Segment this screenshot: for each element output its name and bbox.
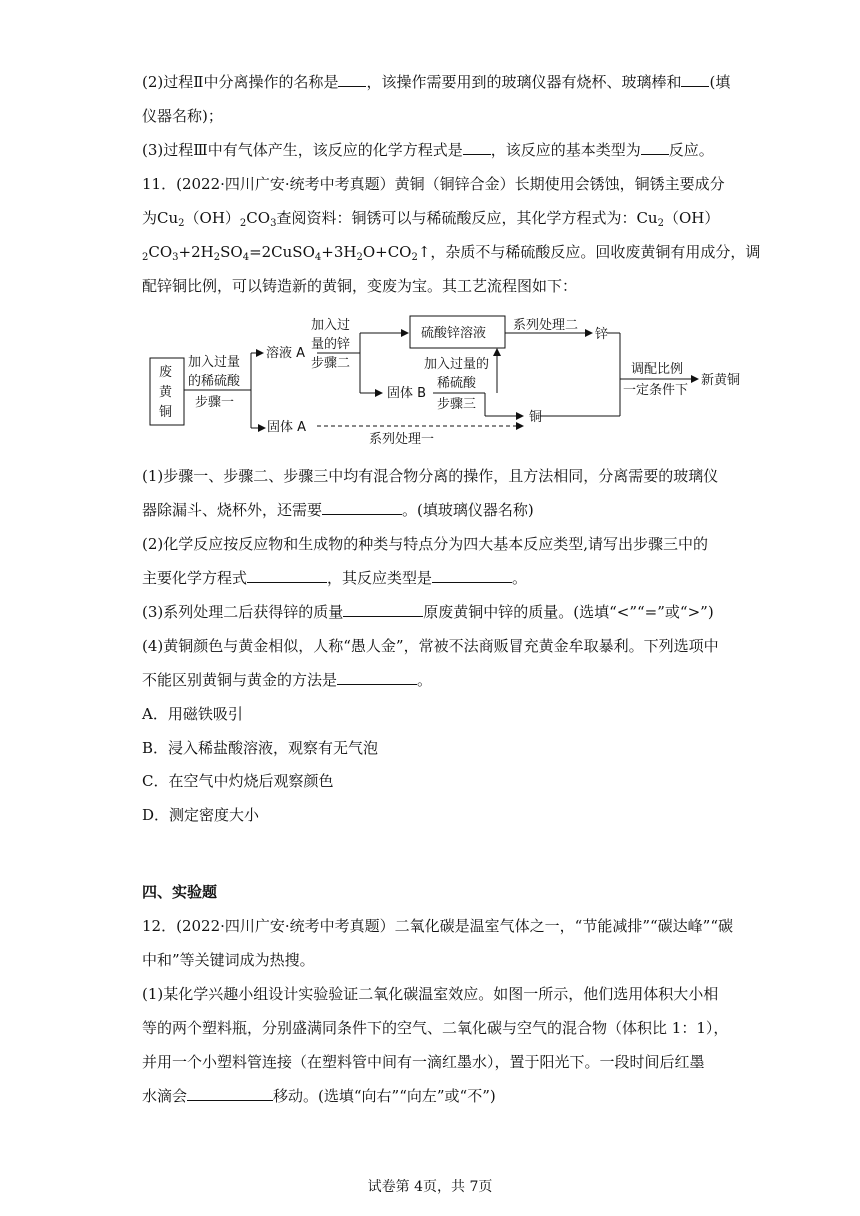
q12-p1-a: (1)某化学兴趣小组设计实验验证二氧化碳温室效应。如图一所示，他们选用体积大小相 xyxy=(142,985,719,1003)
q10-text: (2)过程Ⅱ中分离操作的名称是 xyxy=(142,73,339,91)
q12-text: 移动。(选填“向右”“向左”或“不”) xyxy=(273,1087,496,1105)
process-flow-diagram xyxy=(145,308,750,448)
q12-intro-2: 中和”等关键词成为热搜。 xyxy=(142,951,315,969)
q11-intro-3 xyxy=(142,242,760,262)
answer-blank[interactable] xyxy=(187,1086,273,1101)
q11-text: （OH） xyxy=(663,209,720,227)
q11-p4-a: (4)黄铜颜色与黄金相似，人称“愚人金”，常被不法商贩冒充黄金牟取暴利。下列选项中 xyxy=(142,637,719,655)
q11-p2-b xyxy=(142,568,527,588)
q11-text: =2CuSO xyxy=(249,243,315,261)
zinc-label: 锌 xyxy=(595,327,609,342)
add-h2so4-label-1: 加入过量的 xyxy=(424,357,490,372)
subscript: 3 xyxy=(172,252,179,263)
section-heading: 四、实验题 xyxy=(142,883,218,901)
add-acid-label-2: 的稀硫酸 xyxy=(188,374,241,389)
q11-p3 xyxy=(142,602,714,622)
step3-label: 步骤三 xyxy=(437,397,477,412)
subscript: 2 xyxy=(356,252,363,263)
q12-p1-b: 等的两个塑料瓶，分别盛满同条件下的空气、二氧化碳与空气的混合物（体积比 1：1）， xyxy=(142,1019,729,1037)
add-h2so4-label-2: 稀硫酸 xyxy=(437,376,477,391)
q10-line-2a xyxy=(142,72,730,92)
subscript: 3 xyxy=(270,218,277,229)
q11-p1-a: (1)步骤一、步骤二、步骤三中均有混合物分离的操作，且方法相同，分离需要的玻璃仪 xyxy=(142,467,719,485)
answer-blank[interactable] xyxy=(681,72,709,87)
q11-text: +2H xyxy=(178,243,214,261)
q11-text: 器除漏斗、烧杯外，还需要 xyxy=(142,501,323,519)
q11-text: 为Cu xyxy=(142,209,179,227)
q11-text: 主要化学方程式 xyxy=(142,569,248,587)
q12-text: 水滴会 xyxy=(142,1087,188,1105)
answer-blank[interactable] xyxy=(338,72,366,87)
q11-text: 查阅资料：铜锈可以与稀硫酸反应，其化学方程式为：Cu xyxy=(276,209,658,227)
new-brass-label: 新黄铜 xyxy=(701,373,741,388)
answer-blank[interactable] xyxy=(463,140,491,155)
q11-intro-1: 11．(2022·四川广安·统考中考真题）黄铜（铜锌合金）长期使用会锈蚀，铜锈主要成分 xyxy=(142,175,725,193)
q10-text: ，该操作需要用到的玻璃仪器有烧杯、玻璃棒和 xyxy=(366,73,682,91)
q10-line-3 xyxy=(142,140,714,160)
waste-label-3: 铜 xyxy=(159,405,173,420)
subscript: 4 xyxy=(314,252,322,263)
q11-text: （OH） xyxy=(184,209,240,227)
q11-text: 。 xyxy=(512,569,528,587)
q11-text: 。 xyxy=(417,671,433,689)
q11-text: O+CO xyxy=(362,243,412,261)
q11-option-d[interactable]: D．测定密度大小 xyxy=(142,806,260,824)
q10-line-2b: 仪器名称)； xyxy=(142,107,223,125)
q11-option-b[interactable]: B．浸入稀盐酸溶液，观察有无气泡 xyxy=(142,739,379,757)
q12-p1-c: 并用一个小塑料管连接（在塑料管中间有一滴红墨水），置于阳光下。一段时间后红墨 xyxy=(142,1053,705,1071)
q11-text: 原废黄铜中锌的质量。(选填“<”“=”或“>”) xyxy=(423,603,714,621)
q10-text: 反应。 xyxy=(668,141,714,159)
answer-blank[interactable] xyxy=(343,602,423,617)
subscript: 2 xyxy=(411,252,418,263)
copper-label: 铜 xyxy=(529,410,543,425)
q11-option-a[interactable]: A．用磁铁吸引 xyxy=(142,705,243,723)
subscript: 2 xyxy=(657,218,664,229)
q11-intro-4: 配锌铜比例，可以铸造新的黄铜，变废为宝。其工艺流程图如下： xyxy=(142,277,578,295)
q12-intro-1: 12．(2022·四川广安·统考中考真题）二氧化碳是温室气体之一，“节能减排”“碳达峰”“碳 xyxy=(142,917,733,935)
answer-blank[interactable] xyxy=(432,568,512,583)
answer-blank[interactable] xyxy=(322,500,402,515)
subscript: 2 xyxy=(178,218,185,229)
q11-text: (3)系列处理二后获得锌的质量 xyxy=(142,603,344,621)
add-acid-label-1: 加入过量 xyxy=(188,355,241,370)
q11-intro-2 xyxy=(142,208,719,228)
q12-p1-d xyxy=(142,1086,496,1106)
adjust-label-1: 调配比例 xyxy=(631,362,684,377)
q11-text: ，其反应类型是 xyxy=(327,569,433,587)
process2-label: 系列处理二 xyxy=(513,318,579,333)
q11-text: 不能区别黄铜与黄金的方法是 xyxy=(142,671,338,689)
add-zinc-label-1: 加入过 xyxy=(311,318,351,333)
q11-text: SO xyxy=(220,243,243,261)
answer-blank[interactable] xyxy=(337,670,417,685)
q11-text: CO xyxy=(148,243,173,261)
znso4-label: 硫酸锌溶液 xyxy=(421,326,487,341)
subscript: 2 xyxy=(213,252,221,263)
subscript: 2 xyxy=(239,218,247,229)
step2-label: 步骤二 xyxy=(311,356,351,371)
add-zinc-label-2: 量的锌 xyxy=(311,337,351,352)
solid-a-label: 固体 A xyxy=(267,420,307,435)
subscript: 4 xyxy=(242,252,250,263)
q10-text: (填 xyxy=(709,73,731,91)
solution-a-label: 溶液 A xyxy=(266,346,306,361)
q11-text: 。(填玻璃仪器名称) xyxy=(402,501,534,519)
q11-text: CO xyxy=(246,209,271,227)
q11-p1-b xyxy=(142,500,534,520)
q10-text: ，该反应的基本类型为 xyxy=(490,141,641,159)
q10-text: (3)过程Ⅲ中有气体产生，该反应的化学方程式是 xyxy=(142,141,463,159)
waste-label-1: 废 xyxy=(159,365,173,380)
adjust-label-2: 一定条件下 xyxy=(623,383,689,398)
q11-p4-b xyxy=(142,670,432,690)
step1-label: 步骤一 xyxy=(195,395,235,410)
waste-label-2: 黄 xyxy=(159,385,173,400)
solid-b-label: 固体 B xyxy=(387,386,427,401)
q11-text: +3H xyxy=(321,243,357,261)
process1-label: 系列处理一 xyxy=(369,432,435,447)
answer-blank[interactable] xyxy=(247,568,327,583)
answer-blank[interactable] xyxy=(641,140,669,155)
q11-p2-a: (2)化学反应按反应物和生成物的种类与特点分为四大基本反应类型,请写出步骤三中的 xyxy=(142,535,709,553)
subscript: 2 xyxy=(142,252,149,263)
page-footer: 试卷第 4页，共 7页 xyxy=(367,1179,493,1195)
q11-text: ↑，杂质不与稀硫酸反应。回收废黄铜有用成分，调 xyxy=(417,243,761,261)
q11-option-c[interactable]: C．在空气中灼烧后观察颜色 xyxy=(142,772,334,790)
